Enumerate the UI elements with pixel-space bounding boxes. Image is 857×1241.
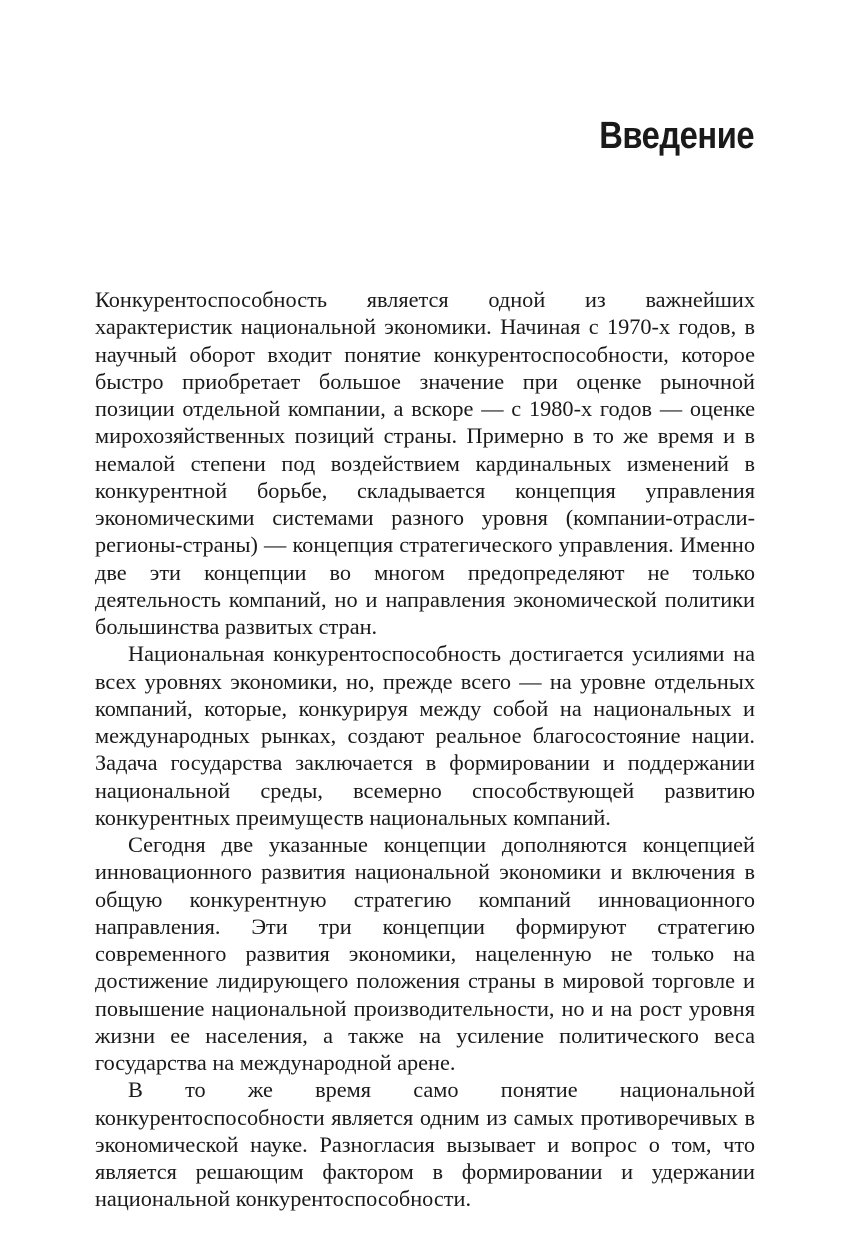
paragraph-4: В то же время само понятие национальной конкурентоспособности является одним из самых противоречивых в экономической науке. Разногласия вызывает и вопрос о том, что является решающим фактором в формировании и удержании национальной конкурентоспособности. xyxy=(95,1077,755,1212)
chapter-title: Введение xyxy=(599,115,754,157)
paragraph-3: Сегодня две указанные концепции дополняются концепцией инновационного развития национальной экономики и включения в общую конкурентную стратегию компаний инновационного направления. Эти три концепции формируют стратегию современного развития экономики, нацеленную не только на достижение лидирующего положения страны в мировой торговле и повышение национальной производительности, но и на рост уровня жизни ее населения, а также на усиление политического веса государства на международной арене. xyxy=(95,832,755,1075)
paragraph-1: Конкурентоспособность является одной из важнейших характеристик национальной экономики. Начиная с 1970-х годов, в научный оборот входит понятие конкурентоспособности, которое быстро приобретает большое значение при оценке рыночной позиции отдельной компании, а вскоре — с 1980-х годов — оценке мирохозяйственных позиций страны. Примерно в то же время и в немалой степени под воздействием кардинальных изменений в конкурентной борьбе, складывается концепция управления экономическими системами разного уровня (компании-отрасли-регионы-страны) — концепция стратегического управления. Именно две эти концепции во многом предопределяют не только деятельность компаний, но и направления экономической политики большинства развитых стран. xyxy=(95,287,755,639)
chapter-body xyxy=(95,286,755,1213)
paragraph-2: Национальная конкурентоспособность достигается усилиями на всех уровнях экономики, но, прежде всего — на уровне отдельных компаний, которые, конкурируя между собой на национальных и международных рынках, создают реальное благосостояние нации. Задача государства заключается в формировании и поддержании национальной среды, всемерно способствующей развитию конкурентных преимуществ национальных компаний. xyxy=(95,641,755,830)
